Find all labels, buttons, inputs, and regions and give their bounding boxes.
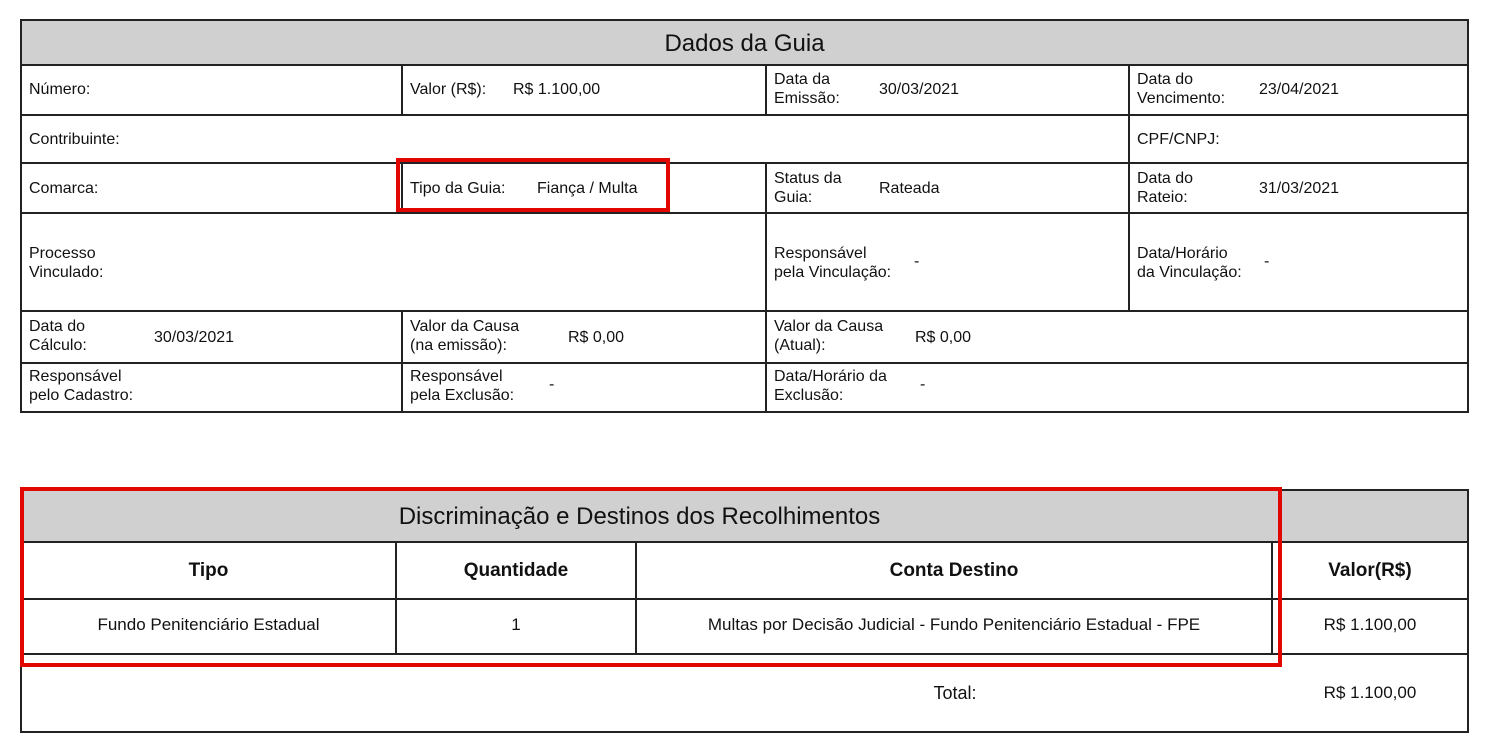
resp-vinculacao-label: Responsável pela Vinculação: [774, 245, 892, 281]
data-calculo-value: 30/03/2021 [154, 329, 235, 346]
valor-causa-emissao-label: Valor da Causa (na emissão): [410, 318, 520, 354]
data-exclusao-label: Data/Horário da Exclusão: [774, 368, 887, 404]
data-vencimento-label: Data do Vencimento: [1137, 71, 1226, 107]
dados-da-guia-title: Dados da Guia [664, 29, 825, 57]
total-value: R$ 1.100,00 [1323, 683, 1417, 702]
cell-valor: R$ 1.100,00 [1323, 615, 1417, 634]
recolhimentos-title: Discriminação e Destinos dos Recolhimentos [398, 503, 881, 530]
cell-quantidade: 1 [511, 615, 521, 634]
valor-causa-emissao-value: R$ 0,00 [568, 329, 625, 346]
resp-cadastro-label: Responsável pelo Cadastro: [29, 368, 134, 404]
resp-exclusao-value: - [549, 376, 555, 393]
contribuinte-label: Contribuinte: [29, 131, 120, 148]
status-guia-label: Status da Guia: [774, 170, 842, 206]
numero-label: Número: [29, 81, 91, 98]
cpf-cnpj-label: CPF/CNPJ: [1137, 131, 1220, 148]
data-calculo-label: Data do Cálculo: [29, 318, 87, 354]
dados-da-guia-table [20, 19, 1469, 413]
dados-da-guia-header [22, 21, 1467, 66]
col-header-tipo: Tipo [188, 560, 229, 581]
tipo-guia-value: Fiança / Multa [537, 180, 638, 197]
resp-vinculacao-value: - [914, 253, 920, 270]
data-exclusao-value: - [920, 376, 926, 393]
valor-causa-atual-label: Valor da Causa (Atual): [774, 318, 884, 354]
valor-value: R$ 1.100,00 [513, 81, 601, 98]
recolhimentos-highlight [20, 487, 1282, 667]
data-rateio-label: Data do Rateio: [1137, 170, 1194, 206]
processo-vinculado-label: Processo Vinculado: [29, 245, 104, 281]
cell-tipo: Fundo Penitenciário Estadual [97, 615, 320, 634]
valor-label: Valor (R$): [410, 81, 487, 98]
data-vencimento-value: 23/04/2021 [1259, 81, 1340, 98]
resp-exclusao-label: Responsável pela Exclusão: [410, 368, 515, 404]
total-label: Total: [933, 683, 977, 703]
data-rateio-value: 31/03/2021 [1259, 180, 1340, 197]
col-header-valor: Valor(R$) [1328, 560, 1412, 581]
cell-conta-destino: Multas por Decisão Judicial - Fundo Penitenciário Estadual - FPE [707, 615, 1201, 634]
col-header-conta-destino: Conta Destino [889, 560, 1019, 581]
status-guia-value: Rateada [879, 180, 940, 197]
comarca-label: Comarca: [29, 180, 99, 197]
col-header-quantidade: Quantidade [463, 560, 569, 581]
data-emissao-label: Data da Emissão: [774, 71, 840, 107]
valor-causa-atual-value: R$ 0,00 [915, 329, 972, 346]
data-emissao-value: 30/03/2021 [879, 81, 960, 98]
tipo-guia-label: Tipo da Guia: [410, 180, 506, 197]
tipo-guia-highlight [396, 158, 670, 212]
data-vinculacao-value: - [1264, 253, 1270, 270]
data-vinculacao-label: Data/Horário da Vinculação: [1137, 245, 1242, 281]
